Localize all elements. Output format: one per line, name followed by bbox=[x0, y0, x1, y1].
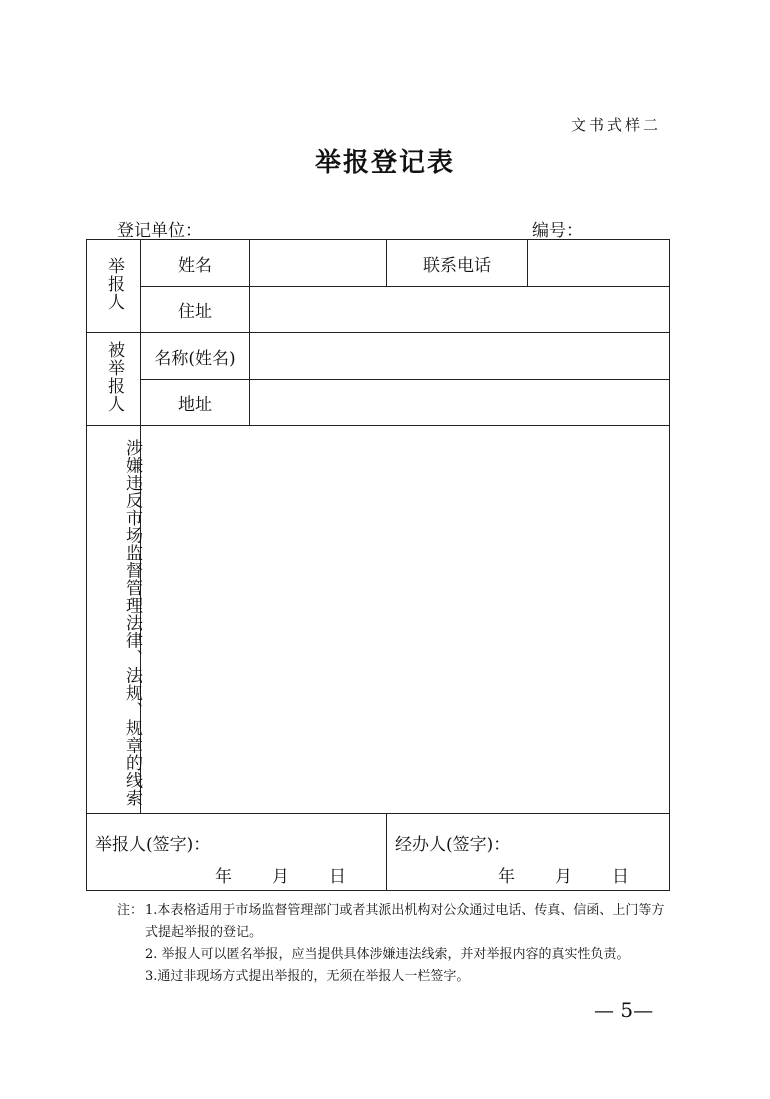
form-title: 举报登记表 bbox=[314, 148, 455, 178]
reporter-name-field[interactable] bbox=[250, 240, 387, 287]
handler-signature-label: 经办人(签字)： bbox=[395, 835, 511, 855]
registration-unit-label: 登记单位： bbox=[117, 221, 202, 241]
note-item-1: 1.本表格适用于市场监督管理部门或者其派出机构对公众通过电话、传真、信函、上门等方式提起举报的登记。 bbox=[145, 903, 665, 940]
serial-number-label: 编号： bbox=[532, 221, 583, 241]
reporter-address-field[interactable] bbox=[250, 287, 670, 333]
report-registration-table bbox=[86, 239, 670, 891]
reporter-section-label: 举报人 bbox=[87, 240, 141, 333]
clues-section-label: 涉嫌违反市场监督管理法律、法规、规章的线索 bbox=[87, 426, 141, 814]
clues-field[interactable] bbox=[141, 426, 670, 814]
reported-address-label: 地址 bbox=[141, 380, 250, 426]
reporter-signature-label: 举报人(签字)： bbox=[95, 835, 211, 855]
reported-name-field[interactable] bbox=[250, 333, 670, 380]
reported-name-label: 名称(姓名) bbox=[141, 333, 250, 380]
reporter-signature-date: 年 月 日 bbox=[215, 867, 346, 887]
reported-address-field[interactable] bbox=[250, 380, 670, 426]
document-style-label: 文书式样二 bbox=[571, 116, 662, 134]
reporter-phone-field[interactable] bbox=[528, 240, 670, 287]
notes-prefix: 注： bbox=[117, 903, 144, 918]
reporter-signature-cell[interactable] bbox=[87, 814, 387, 891]
reporter-phone-label: 联系电话 bbox=[387, 240, 528, 287]
reporter-address-label: 住址 bbox=[141, 287, 250, 333]
note-item-3: 3.通过非现场方式提出举报的，无须在举报人一栏签字。 bbox=[145, 969, 470, 984]
handler-signature-date: 年 月 日 bbox=[498, 867, 629, 887]
notes-section bbox=[117, 900, 677, 988]
reporter-name-label: 姓名 bbox=[141, 240, 250, 287]
note-item-2: 2. 举报人可以匿名举报，应当提供具体涉嫌违法线索，并对举报内容的真实性负责。 bbox=[145, 947, 630, 962]
handler-signature-cell[interactable] bbox=[387, 814, 670, 891]
reported-section-label: 被举报人 bbox=[87, 333, 141, 426]
page-number: — 5— bbox=[594, 998, 654, 1022]
